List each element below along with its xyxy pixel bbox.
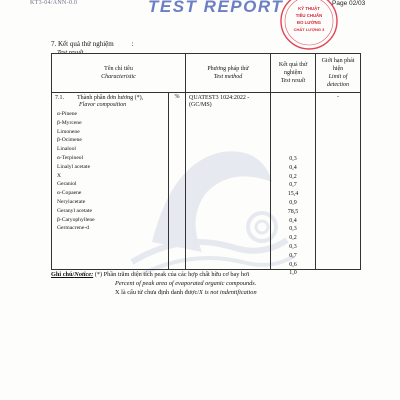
component-name: Nerylacetate (57, 198, 86, 205)
component-name: X (57, 172, 62, 179)
result-cell (271, 93, 316, 277)
stamp-line-4: CHẤT LƯỢNG 3 (293, 27, 325, 32)
stamp-line-1: KỸ THUẬT (298, 6, 320, 11)
note-line-2: X là cấu tử chưa định danh được/ (115, 289, 200, 296)
characteristic-name-en: Flavor composition (79, 102, 127, 108)
component-name: Linalyl acetate (57, 163, 91, 170)
component-value: 78,5 (287, 208, 299, 215)
component-value: 0,2 (289, 235, 297, 242)
component-name: Germacrene-d (57, 225, 89, 232)
component-name: α-Terpineol (57, 154, 84, 161)
note-line-2-en: X is not indentification (199, 289, 257, 296)
table-header-row (52, 54, 361, 93)
header-characteristic: Tên chỉ tiêu Characteristic (52, 54, 186, 93)
note-line-1-en: Percent of peak area of evaporated organic compounds. (115, 280, 257, 287)
component-name: Geranyl acetate (57, 207, 92, 214)
component-value: 0,7 (289, 252, 297, 259)
unit-cell: % (169, 93, 186, 270)
component-name: β-Caryophyllene (57, 216, 95, 223)
method-cell: QUATEST3 1024:2022 - (GC/MS) (186, 93, 271, 270)
component-value: 0,4 (289, 217, 297, 224)
note-block (51, 270, 351, 297)
component-name: β-Ocimene (57, 137, 82, 144)
stamp-line-2: TIÊU CHUẨN (295, 13, 323, 18)
component-value: 0,3 (289, 156, 297, 162)
component-value: 0,4 (289, 164, 297, 171)
document-code: KT3-04/ANN-0.0 (30, 0, 78, 6)
component-value: 0,9 (289, 199, 297, 206)
component-value: 0,3 (289, 243, 297, 250)
component-value: 15,4 (287, 191, 299, 198)
row-number: 7.1. (55, 95, 64, 101)
header-limit: Giới hạn phát hiện Limit of detection (316, 54, 361, 93)
component-value: 0,3 (289, 226, 297, 233)
component-list (55, 110, 165, 233)
header-method: Phương pháp thử Test method (186, 54, 271, 93)
component-name: α-Pinene (57, 111, 78, 117)
component-name: β-Myrcene (57, 119, 82, 126)
characteristic-name: Thành phần đơn hương (*), (77, 95, 144, 101)
note-label: Ghi chú/Notice: (51, 271, 94, 278)
component-value: 0,2 (289, 173, 297, 180)
section-heading-text: 7. Kết quả thử nghiệm (51, 40, 114, 48)
component-value: 0,6 (289, 261, 297, 268)
page-number: Page 02/03 (332, 0, 366, 7)
component-value: 1,0 (289, 270, 297, 277)
report-title: TEST REPORT (148, 0, 284, 16)
limit-cell: - (316, 93, 361, 270)
result-value-list (271, 155, 315, 278)
official-stamp (279, 0, 339, 51)
component-name: Geraniol (57, 181, 77, 188)
header-result: Kết quả thử nghiệm Test result (271, 54, 316, 93)
section-subheading: Test result (57, 49, 84, 56)
component-name: Limonene (57, 128, 80, 135)
section-heading-colon: : (131, 40, 134, 48)
table-row (52, 93, 361, 270)
section-heading (51, 40, 133, 48)
component-value: 0,7 (289, 182, 297, 189)
component-name: Linalool (57, 146, 76, 153)
characteristic-cell (52, 93, 169, 270)
component-name: α-Copaene (57, 190, 82, 197)
stamp-line-3: ĐO LƯỜNG (297, 20, 321, 25)
note-line-1: (*) Phần trăm diện tích peak của các hợp chất hữu cơ bay hơi (94, 271, 250, 278)
